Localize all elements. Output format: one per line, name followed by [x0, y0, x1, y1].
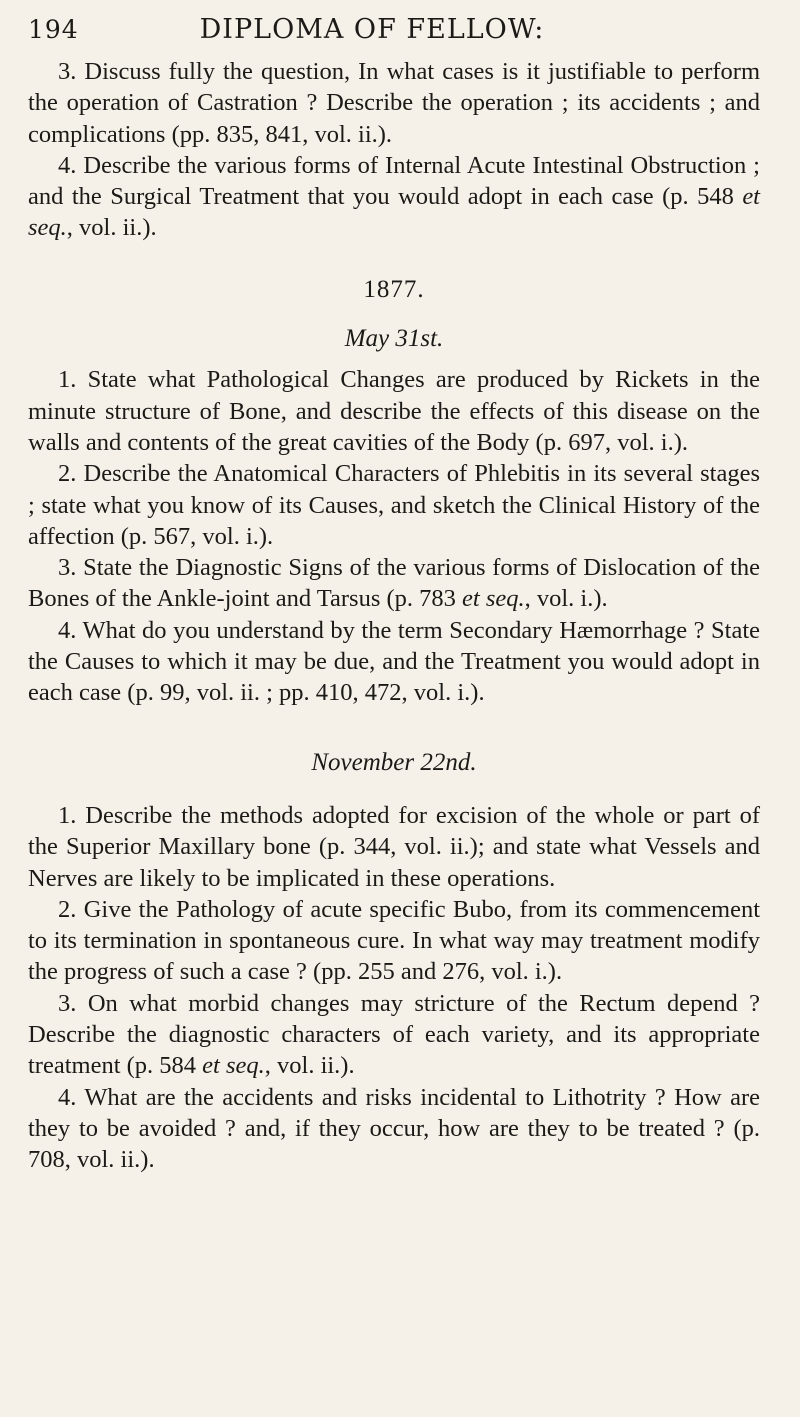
question-number: 3. [58, 989, 77, 1017]
question-number: 4. [58, 151, 77, 179]
question-text: Describe the methods adopted for excision of the whole or part of the Superior Maxillary bone (p. 344, vol. ii.); and state what Vessels and Nerves are likely to be implicated in these operations. [28, 801, 761, 892]
question-number: 1. [58, 801, 77, 829]
question-text-italic: et seq. [462, 585, 525, 613]
exam-year: 1877. [363, 275, 425, 303]
question-text: Describe the various forms of Internal Acute Intestinal Obstruction ; and the Surgical Treatment that you would adopt in each case (p. 548 [28, 151, 760, 211]
question-number: 2. [58, 895, 77, 923]
question-item [28, 1082, 760, 1176]
question-item [28, 552, 760, 615]
question-text-italic: et seq. [28, 183, 760, 242]
question-item [28, 894, 760, 988]
question-text-italic: et seq. [202, 1052, 265, 1080]
page-number: 194 [28, 15, 79, 44]
running-head: DIPLOMA OF FELLOW: [199, 14, 545, 45]
question-number: 4. [58, 1083, 77, 1111]
question-number: 4. [58, 616, 77, 644]
question-item [28, 615, 760, 709]
question-item [28, 988, 760, 1082]
question-item [28, 56, 760, 150]
exam-date: November 22nd. [311, 748, 477, 776]
question-text-end: , vol. i.). [524, 585, 608, 613]
question-number: 3. [58, 554, 77, 582]
question-text: Give the Pathology of acute specific Bubo, from its commencement to its termination in spontaneous cure. In what way may treatment modify the progress of such a case ? (pp. 255 and 276, vol. i.). [28, 895, 761, 986]
question-text-end: , vol. ii.). [66, 214, 157, 242]
question-text: Discuss fully the question, In what cases is it justifiable to perform the operation of Castration ? Describe the operation ; its accidents ; and complications (pp. 835, 841, vol. ii.). [28, 58, 761, 148]
question-text: What are the accidents and risks incidental to Lithotrity ? How are they to be avoided ? and, if they occur, how are they to be treated ? (p. 708, vol. ii.). [28, 1083, 761, 1174]
body-text [28, 56, 760, 1176]
question-item [28, 364, 760, 458]
question-text-end: , vol. ii.). [264, 1052, 355, 1080]
question-text: Describe the Anatomical Characters of Phlebitis in its several stages ; state what you know of its Causes, and sketch the Clinical History of the affection (p. 567, vol. i.). [28, 460, 761, 550]
question-text: State what Pathological Changes are produced by Rickets in the minute structure of Bone, and describe the effects of this disease on the walls and contents of the great cavities of the Body (p. 697, vol. i.). [28, 366, 760, 456]
question-text: State the Diagnostic Signs of the various forms of Dislocation of the Bones of the Ankle-joint and Tarsus (p. 783 [28, 554, 761, 613]
question-number: 2. [58, 460, 77, 488]
question-item [28, 150, 760, 244]
question-number: 3. [58, 58, 77, 85]
page-header [28, 14, 760, 56]
question-text: What do you understand by the term Secondary Hæmorrhage ? State the Causes to which it may be due, and the Treatment you would adopt in each case (p. 99, vol. ii. ; pp. 410, 472, vol. i.). [28, 616, 761, 707]
question-text: On what morbid changes may stricture of the Rectum depend ? Describe the diagnostic characters of each variety, and its appropriate treatment (p. 584 [28, 989, 760, 1080]
question-number: 1. [58, 366, 77, 394]
question-item [28, 800, 760, 894]
question-item [28, 458, 760, 552]
exam-date: May 31st. [344, 325, 444, 353]
